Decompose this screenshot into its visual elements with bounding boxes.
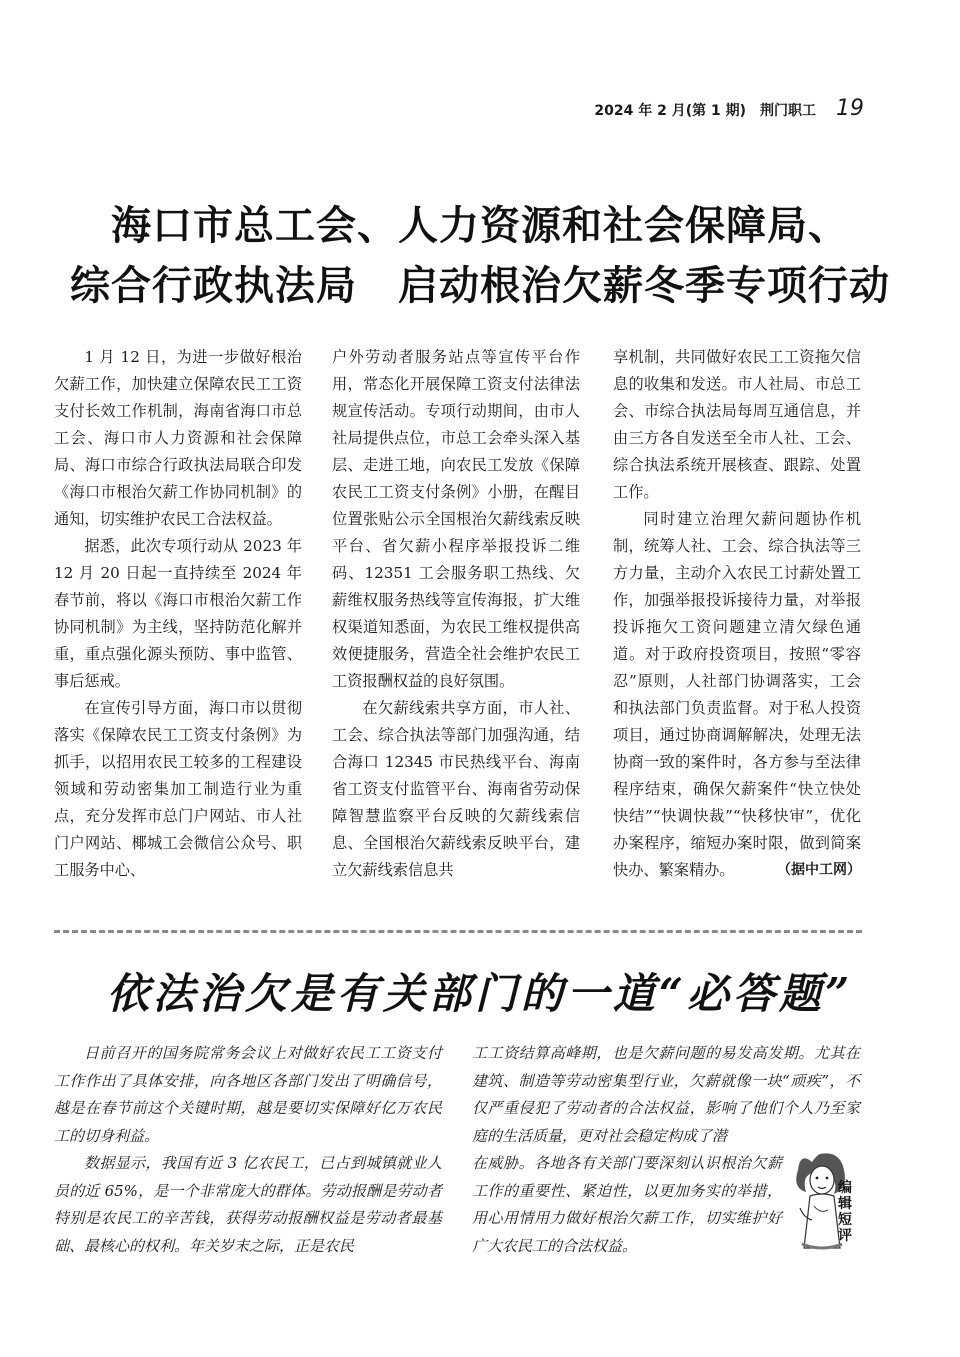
paragraph: 据悉，此次专项行动从 2023 年 12 月 20 日起一直持续至 2024 年春节前，将以《海口市根治欠薪工作协同机制》为主线，坚持防范化解并重，重点强化源头预防、事中监管、事后惩戒。: [54, 537, 302, 690]
article1-source: （据中工网）: [777, 862, 861, 878]
page-header: [594, 96, 864, 121]
article1-title-line2: 综合行政执法局 启动根治欠薪冬季专项行动: [70, 263, 890, 309]
article1-title: [40, 196, 920, 316]
article2-column-1: [54, 1040, 442, 1260]
paragraph-text: 同时建立治理欠薪问题协作机制，统筹人社、工会、综合执法等三方力量，主动介入农民工讨薪处置工作，加强举报投诉接待力量，对举报投诉拖欠工资问题建立清欠绿色通道。对于政府投资项目，按照“零容忍”原则，人社部门协调落实，工会和执法部门负责监督。对于私人投资项目，通过协商调解解决，处理无法协商一致的案件时，各方参与至法律程序结束，确保欠薪案件“快立快处快结”“快调快裁”“快移快审”，优化办案程序，缩短办案时限，做到简案快办、繁案精办。: [613, 510, 861, 879]
paragraph: 户外劳动者服务站点等宣传平台作用，常态化开展保障工资支付法律法规宣传活动。专项行动期间，由市人社局提供点位，市总工会牵头深入基层、走进工地，向农民工发放《保障农民工工资支付条例》小册，在醒目位置张贴公示全国根治欠薪线索反映平台、省欠薪小程序举报投诉二维码、12351 工会服务职工热线、欠薪维权服务热线等宣传海报，扩大维权渠道知悉面，为农民工维权提供高效便捷服务，营造全社会维护农民工工资报酬权益的良好氛围。: [332, 348, 580, 690]
page-number: 19: [836, 96, 864, 121]
article1-column-1: [54, 344, 302, 884]
paragraph: 在威胁。各地各有关部门要深刻认识根治欠薪工作的重要性、紧迫性，以更加务实的举措，用心用情用力做好根治欠薪工作，切实维护好广大农民工的合法权益。: [472, 1154, 782, 1255]
article2-title: 依法治欠是有关部门的一道“必答题”: [106, 969, 854, 1018]
paragraph: 享机制，共同做好农民工工资拖欠信息的收集和发送。市人社局、市总工会、市综合执法局每周互通信息，并由三方各自发送至全市人社、工会、综合执法系统开展核查、跟踪、处置工作。: [613, 348, 861, 501]
editor-comment-label: 编辑短评: [838, 1180, 852, 1244]
paragraph: 工工资结算高峰期，也是欠薪问题的易发高发期。尤其在建筑、制造等劳动密集型行业，欠薪就像一块“顽疾”，不仅严重侵犯了劳动者的合法权益，影响了他们个人乃至家庭的生活质量，更对社会稳定构成了潜: [472, 1044, 860, 1145]
paragraph: 日前召开的国务院常务会议上对做好农民工工资支付工作作出了具体安排，向各地区各部门发出了明确信号，越是在春节前这个关键时期，越是要切实保障好亿万农民工的切身利益。: [54, 1044, 442, 1145]
article1-column-3: [613, 344, 861, 884]
article1-column-2: [332, 344, 580, 884]
paragraph: 在欠薪线索共享方面，市人社、工会、综合执法等部门加强沟通，结合海口 12345 市民热线平台、海南省工资支付监管平台、海南省劳动保障智慧监察平台反映的欠薪线索信息、全国根治欠薪线索反映平台，建立欠薪线索信息共: [332, 699, 580, 879]
article1-title-line1: 海口市总工会、人力资源和社会保障局、: [111, 203, 849, 249]
paragraph: 在宣传引导方面，海口市以贯彻落实《保障农民工工资支付条例》为抓手，以招用农民工较多的工程建设领域和劳动密集加工制造行业为重点，充分发挥市总门户网站、市人社门户网站、椰城工会微信公众号、职工服务中心、: [54, 699, 302, 879]
issue-date: 2024 年 2 月(第 1 期): [594, 103, 746, 119]
paragraph: 数据显示，我国有近 3 亿农民工，已占到城镇就业人员的近 65%，是一个非常庞大的群体。劳动报酬是劳动者特别是农民工的辛苦钱，获得劳动报酬权益是劳动者最基础、最核心的权利。年关岁末之际，正是农民: [54, 1154, 442, 1255]
section-divider: [54, 930, 862, 933]
publication-name: 荆门职工: [760, 103, 816, 119]
paragraph: 1 月 12 日，为进一步做好根治欠薪工作，加快建立保障农民工工资支付长效工作机制，海南省海口市总工会、海口市人力资源和社会保障局、海口市综合行政执法局联合印发《海口市根治欠薪工作协同机制》的通知，切实维护农民工合法权益。: [54, 348, 302, 528]
paragraph: [613, 506, 861, 884]
